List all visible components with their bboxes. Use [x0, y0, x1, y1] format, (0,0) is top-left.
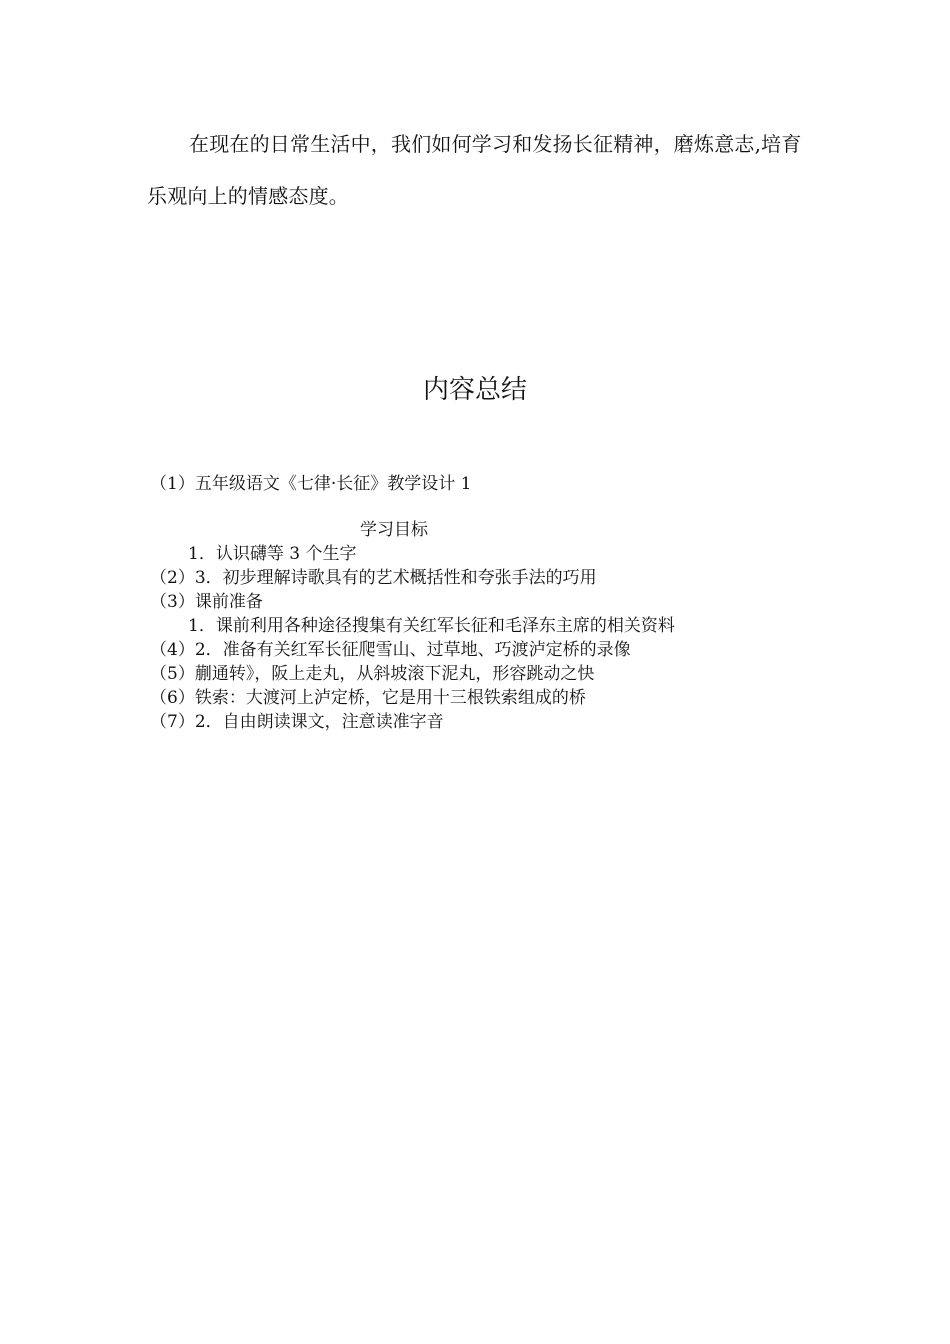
- outline-item-4: （4）2．准备有关红军长征爬雪山、过草地、巧渡泸定桥的录像: [150, 640, 631, 660]
- outline-item-6: （6）铁索：大渡河上泸定桥，它是用十三根铁索组成的桥: [150, 688, 586, 708]
- outline-item-1: （1）五年级语文《七律·长征》教学设计 1: [150, 474, 472, 494]
- outline-item-3: （3）课前准备: [150, 592, 263, 612]
- outline-item-5: （5）蒯通转》，阪上走丸，从斜坡滚下泥丸，形容跳动之快: [150, 664, 595, 684]
- outline-subitem: 1．认识礴等 3 个生字: [188, 544, 357, 564]
- outline-item-7: （7）2．自由朗读课文，注意读准字音: [150, 712, 444, 732]
- intro-paragraph: 在现在的日常生活中，我们如何学习和发扬长征精神，磨炼意志,培育乐观向上的情感态度。: [147, 132, 802, 208]
- summary-title: 内容总结: [422, 375, 527, 405]
- summary-outline: [150, 472, 850, 734]
- outline-subitem: 1．课前利用各种途径搜集有关红军长征和毛泽东主席的相关资料: [188, 616, 675, 636]
- outline-item-2: （2）3．初步理解诗歌具有的艺术概括性和夸张手法的巧用: [150, 568, 597, 588]
- outline-subheading-learning-goals: 学习目标: [360, 520, 428, 540]
